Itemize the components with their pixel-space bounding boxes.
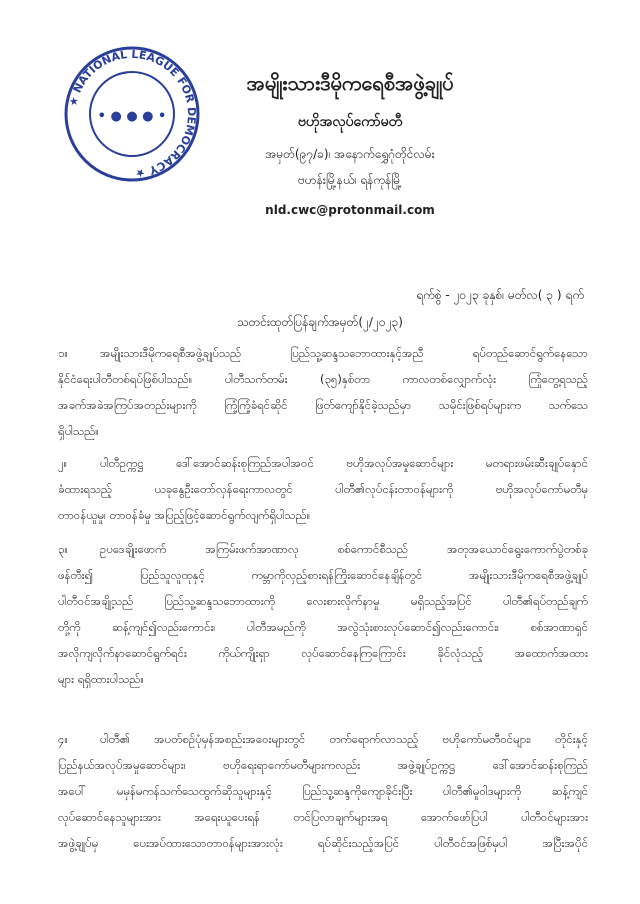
line-text: များ ရရှိထားပါသည်။: [58, 672, 144, 686]
paragraph-number: ၄။: [58, 732, 68, 746]
party-seal: [62, 44, 202, 184]
paragraph-line: [58, 476, 588, 502]
paragraph-line: [58, 392, 588, 418]
line-text: ဥပဒေချိုးဖောက် အကြမ်းဖက်အာဏာလု စစ်ကောင်စီသည် အတုအယောင်ရွေးကောက်ပွဲတစ်ခု: [100, 542, 588, 556]
paragraph-line: [58, 450, 588, 476]
paragraph-number: ၁။: [58, 346, 68, 360]
line-text: တာဝန်ယူမှု၊ တာဝန်ခံမှု အပြည့်ဖြင့်ဆောင်ရွက်လျက်ရှိပါသည်။: [58, 508, 311, 522]
paragraph-line: [58, 418, 588, 444]
paragraph-line: [58, 340, 588, 366]
paragraph-line: [58, 752, 588, 778]
line-text: ပြည်နယ်အလုပ်အမှုဆောင်များ၊ ဗဟိုရေးရာကော်မတီများကလည်း အဖွဲ့ချုပ်ဥက္ကဋ္ဌ ဒေါ်အောင်ဆန်းစုကြည်: [58, 758, 588, 772]
paragraph-line: [58, 366, 588, 392]
line-text: ပါတီဥက္ကဋ္ဌ ဒေါ်အောင်ဆန်းစုကြည်အပါအဝင် ဗဟိုအလုပ်အမှုဆောင်များ မတရားဖမ်းဆီးချုပ်နှောင်: [100, 456, 588, 470]
paragraph-line: [58, 588, 588, 614]
city: ဗဟန်းမြို့နယ်၊ ရန်ကုန်မြို့: [298, 173, 402, 187]
line-text: ပါတီဝင်အချို့သည် ပြည်သူ့ဆန္ဒသဘောထားကို လေးစားလိုက်နာမှု မရှိသည့်အပြင် ပါတီ၏ရပ်တည်ချက်: [58, 594, 588, 608]
org-name: အမျိုးသားဒီမိုကရေစီအဖွဲ့ချုပ်: [246, 71, 454, 95]
paragraph: [58, 726, 588, 856]
line-text: အဖွဲ့ချုပ်မှ ပေးအပ်ထားသောတာဝန်များအားလုံး ရပ်ဆိုင်းသည့်အပြင် ပါတီဝင်အဖြစ်မှပါ အပြီးအပိုင်: [58, 836, 588, 850]
paragraph-line: [58, 640, 588, 666]
paragraph-line: [58, 666, 588, 692]
statement-title: သတင်းထုတ်ပြန်ချက်အမှတ်(၂/၂၀၂၃): [237, 315, 403, 329]
document-date: ရက်စွဲ - ၂၀၂၃ ခုနှစ်၊ မတ်လ( ၃ ) ရက်: [416, 288, 584, 302]
paragraph-number: ၂။: [58, 456, 68, 470]
paragraph-line: [58, 562, 588, 588]
committee-name: ဗဟိုအလုပ်ကော်မတီ: [297, 114, 403, 130]
line-text: အလိုကျလိုက်နာဆောင်ရွက်ရင်း ကိုယ်ကျိုးရှာ လုပ်ဆောင်နေကြကြောင်း ခိုင်လုံသည့် အထောက်အထား: [58, 646, 588, 660]
email: nld.cwc@protonmail.com: [265, 203, 435, 217]
paragraph-line: [58, 536, 588, 562]
line-text: လုပ်ဆောင်နေသူများအား အရေးယူပေးရန် တင်ပြလာချက်များအရ အောက်ဖော်ပြပါ ပါတီဝင်များအား: [58, 810, 588, 824]
line-text: အခက်အခဲအကြပ်အတည်းများကို ကြံ့ကြံ့ခံရင်ဆိုင် ဖြတ်ကျော်နိုင်ခဲ့သည်မှာ သမိုင်းဖြစ်ရပ်များက သက်သေ: [58, 398, 588, 412]
svg-text:• ● ● ● •: • ● ● ● •: [97, 109, 167, 124]
line-text: တို့ကို ဆန့်ကျင်၍လည်းကောင်း၊ ပါတီအမည်ကို အလွဲသုံးစားလုပ်ဆောင်၍လည်းကောင်း၊ စစ်အာဏာရှင်: [58, 620, 588, 634]
line-text: ဖန်တီး၍ ပြည်သူလူထုနှင့် ကမ္ဘာကိုလှည့်စားရန်ကြိုးဆောင်နေချိန်တွင် အမျိုးသားဒီမိုကရေစီအဖွဲ့ချုပ်: [58, 568, 588, 582]
line-text: ရှိပါသည်။: [58, 424, 99, 438]
paragraph-line: [58, 502, 588, 528]
paragraph-line: [58, 804, 588, 830]
line-text: အပေါ် မမှန်မကန်သက်သေထွက်ဆိုသူများနှင့် ပြည်သူ့ဆန္ဒကိုကျောခိုင်းပြီး ပါတီ၏မူဝါဒများကို ဆန့်ကျင်: [58, 784, 588, 798]
address: အမှတ်(၉၇/ခ)၊ အနောက်ရွှေဂုံတိုင်လမ်း: [265, 147, 435, 161]
line-text: နိုင်ငံရေးပါတီတစ်ရပ်ဖြစ်ပါသည်။ ပါတီသက်တမ်း (၃၅)နှစ်တာ ကာလတစ်လျှောက်လုံး ကြုံတွေ့ရသည့်: [58, 372, 588, 386]
paragraph-line: [58, 726, 588, 752]
paragraph-line: [58, 830, 588, 856]
seal-logo: [62, 44, 202, 184]
svg-text:★ NATIONAL LEAGUE FOR DEMOCRAC: ★ NATIONAL LEAGUE FOR DEMOCRACY ★: [66, 47, 199, 181]
line-text: အမျိုးသားဒီမိုကရေစီအဖွဲ့ချုပ်သည် ပြည်သူ့ဆန္ဒသဘောထားနှင့်အညီ ရပ်တည်ဆောင်ရွက်နေသော: [100, 346, 588, 360]
paragraph-line: [58, 614, 588, 640]
paragraph-line: [58, 778, 588, 804]
paragraph-number: ၃။: [58, 542, 68, 556]
line-text: ပါတီ၏ အပတ်စဉ်ပုံမှန်အစည်းအဝေးများတွင် တက်ရောက်လာသည့် ဗဟိုကော်မတီဝင်များ၊ တိုင်းနှင့်: [100, 732, 588, 746]
paragraph: [58, 450, 588, 528]
paragraph: [58, 340, 588, 444]
paragraph: [58, 536, 588, 692]
line-text: ခံထားရသည့် ယခုနွေဦးတော်လှန်ရေးကာလတွင် ပါတီ၏လုပ်ငန်းတာဝန်များကို ဗဟိုအလုပ်ကော်မတီမှ: [58, 482, 588, 496]
